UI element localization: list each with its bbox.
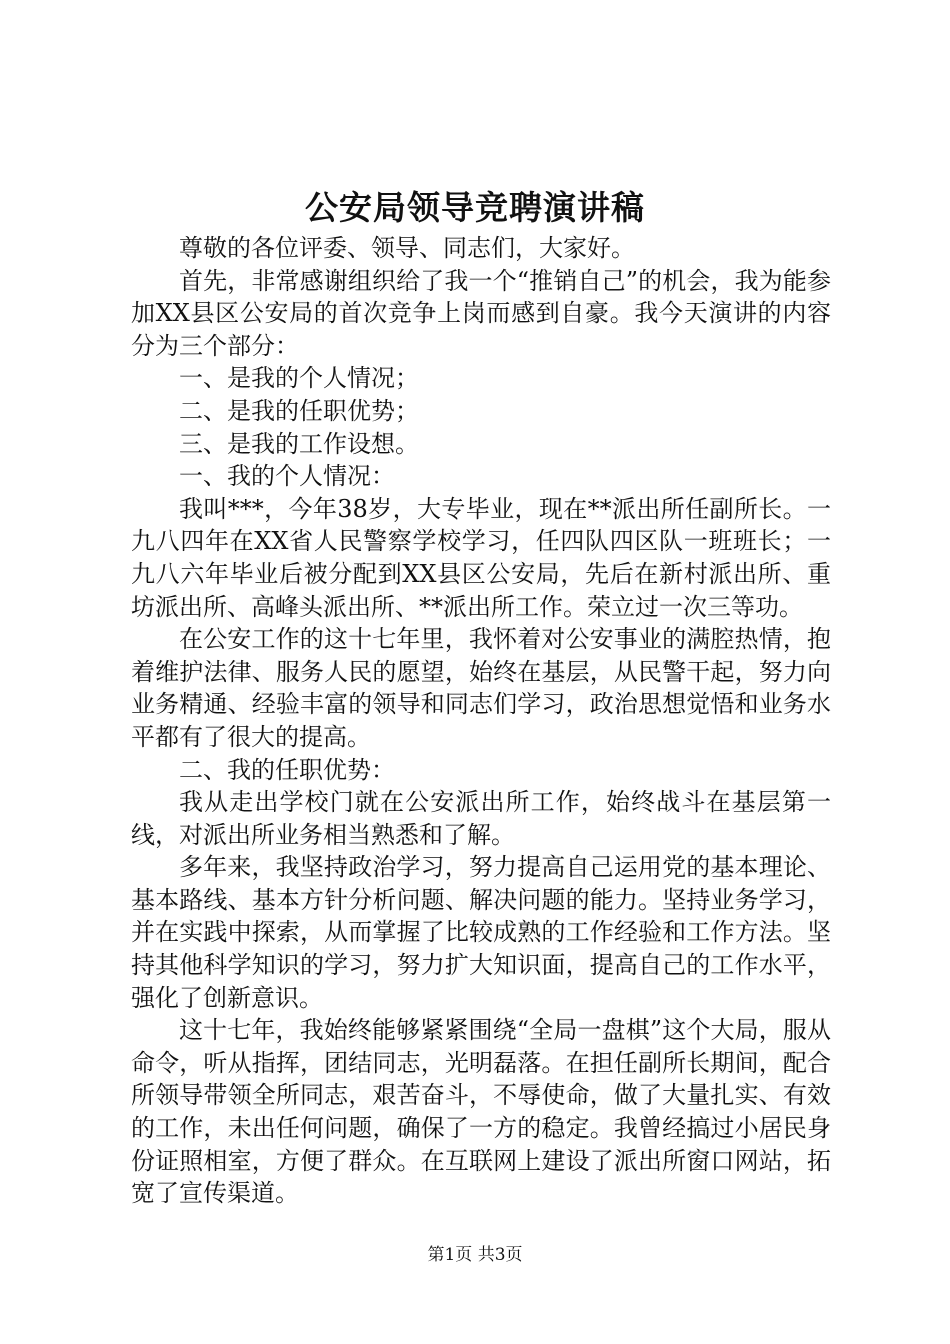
paragraph: 多年来，我坚持政治学习，努力提高自己运用党的基本理论、基本路线、基本方针分析问题、解决问题的能力。坚持业务学习，并在实践中探索，从而掌握了比较成熟的工作经验和工作方法。坚持其他科学知识的学习，努力扩大知识面，提高自己的工作水平，强化了创新意识。: [131, 853, 831, 1012]
section-heading: 二、我的任职优势：: [179, 755, 395, 784]
paragraph: 我从走出学校门就在公安派出所工作，始终战斗在基层第一线，对派出所业务相当熟悉和了解。: [131, 788, 831, 849]
paragraph: 这十七年，我始终能够紧紧围绕“全局一盘棋”这个大局，服从命令，听从指挥，团结同志，光明磊落。在担任副所长期间，配合所领导带领全所同志，艰苦奋斗，不辱使命，做了大量扎实、有效的工作，未出任何问题，确保了一方的稳定。我曾经搞过小居民身份证照相室，方便了群众。在互联网上建设了派出所窗口网站，拓宽了宣传渠道。: [131, 1016, 831, 1208]
paragraph: 二、是我的任职优势；: [179, 396, 419, 425]
document-body: [131, 232, 831, 1210]
paragraph: 一、是我的个人情况；: [179, 364, 419, 393]
paragraph: 尊敬的各位评委、领导、同志们，大家好。: [179, 234, 635, 262]
section-heading: 一、我的个人情况：: [179, 462, 395, 491]
paragraph: 在公安工作的这十七年里，我怀着对公安事业的满腔热情，抱着维护法律、服务人民的愿望，始终在基层，从民警干起，努力向业务精通、经验丰富的领导和同志们学习，政治思想觉悟和业务水平都有了很大的提高。: [131, 625, 831, 751]
document-title: 公安局领导竞聘演讲稿: [305, 188, 645, 227]
paragraph: 我叫***，今年38岁，大专毕业，现在**派出所任副所长。一九八四年在XX省人民警察学校学习，任四队四区队一班班长；一九八六年毕业后被分配到XX县区公安局，先后在新村派出所、重坊派出所、高峰头派出所、**派出所工作。荣立过一次三等功。: [131, 494, 831, 621]
paragraph: 三、是我的工作设想。: [179, 429, 419, 458]
page-footer: 第1页 共3页: [427, 1245, 523, 1265]
paragraph: 首先，非常感谢组织给了我一个“推销自己”的机会，我为能参加XX县区公安局的首次竞争上岗而感到自豪。我今天演讲的内容分为三个部分：: [131, 266, 831, 360]
